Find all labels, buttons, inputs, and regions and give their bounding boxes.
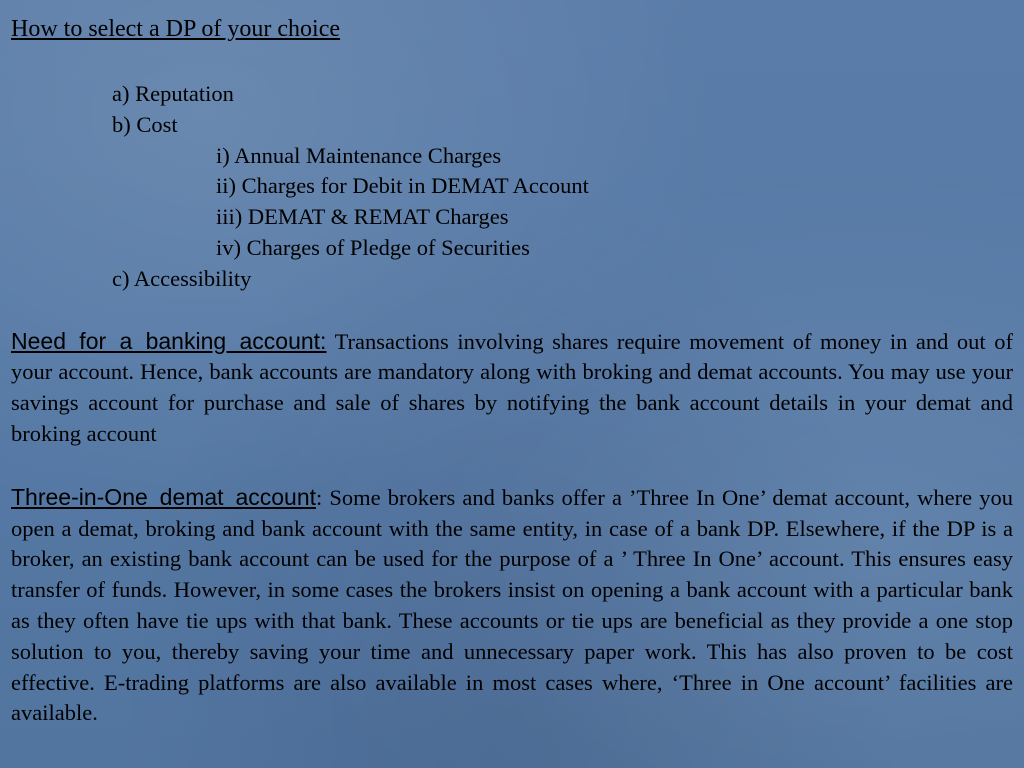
three-in-one-title: Three-in-One demat account (11, 483, 317, 510)
three-in-one-body: : Some brokers and banks offer a ’Three In One’ demat account, where you open a demat, broking and bank account with the same entity, in case of a bank DP. Elsewhere, if the DP is a broker, an existing bank account can be used for the purpose of a ’ Three In One’ account. This ensures easy transfer of funds. However, in some cases the brokers insist on opening a bank account with a particular bank as they often have tie ups with that bank. These accounts or tie ups are beneficial as they provide a one stop solution to you, thereby saving your time and unnecessary paper work. This has also proven to be cost effective. E-trading platforms are also available in most cases where, ‘Three in One account’ facilities are available. (11, 484, 1013, 726)
cost-item-annual-maintenance: i) Annual Maintenance Charges (216, 142, 502, 168)
slide-heading: How to select a DP of your choice (11, 16, 341, 42)
banking-account-paragraph (11, 326, 1013, 450)
dp-criteria-list (11, 79, 1013, 295)
slide-content (11, 14, 1013, 729)
cost-item-pledge: iv) Charges of Pledge of Securities (216, 234, 530, 260)
cost-item-demat-remat: iii) DEMAT & REMAT Charges (216, 204, 509, 230)
banking-account-title: Need for a banking account: (11, 327, 327, 354)
criterion-accessibility: c) Accessibility (112, 265, 252, 291)
cost-item-debit-charges: ii) Charges for Debit in DEMAT Account (216, 173, 589, 199)
criterion-reputation: a) Reputation (112, 81, 234, 106)
criterion-cost: b) Cost (112, 111, 178, 137)
three-in-one-paragraph (11, 482, 1013, 729)
banking-account-body: Transactions involving shares require movement of money in and out of your account. Hence, bank accounts are mandatory along with broking and demat accounts. You may use your savings account for purchase and sale of shares by notifying the bank account details in your demat and broking account (11, 328, 1013, 446)
